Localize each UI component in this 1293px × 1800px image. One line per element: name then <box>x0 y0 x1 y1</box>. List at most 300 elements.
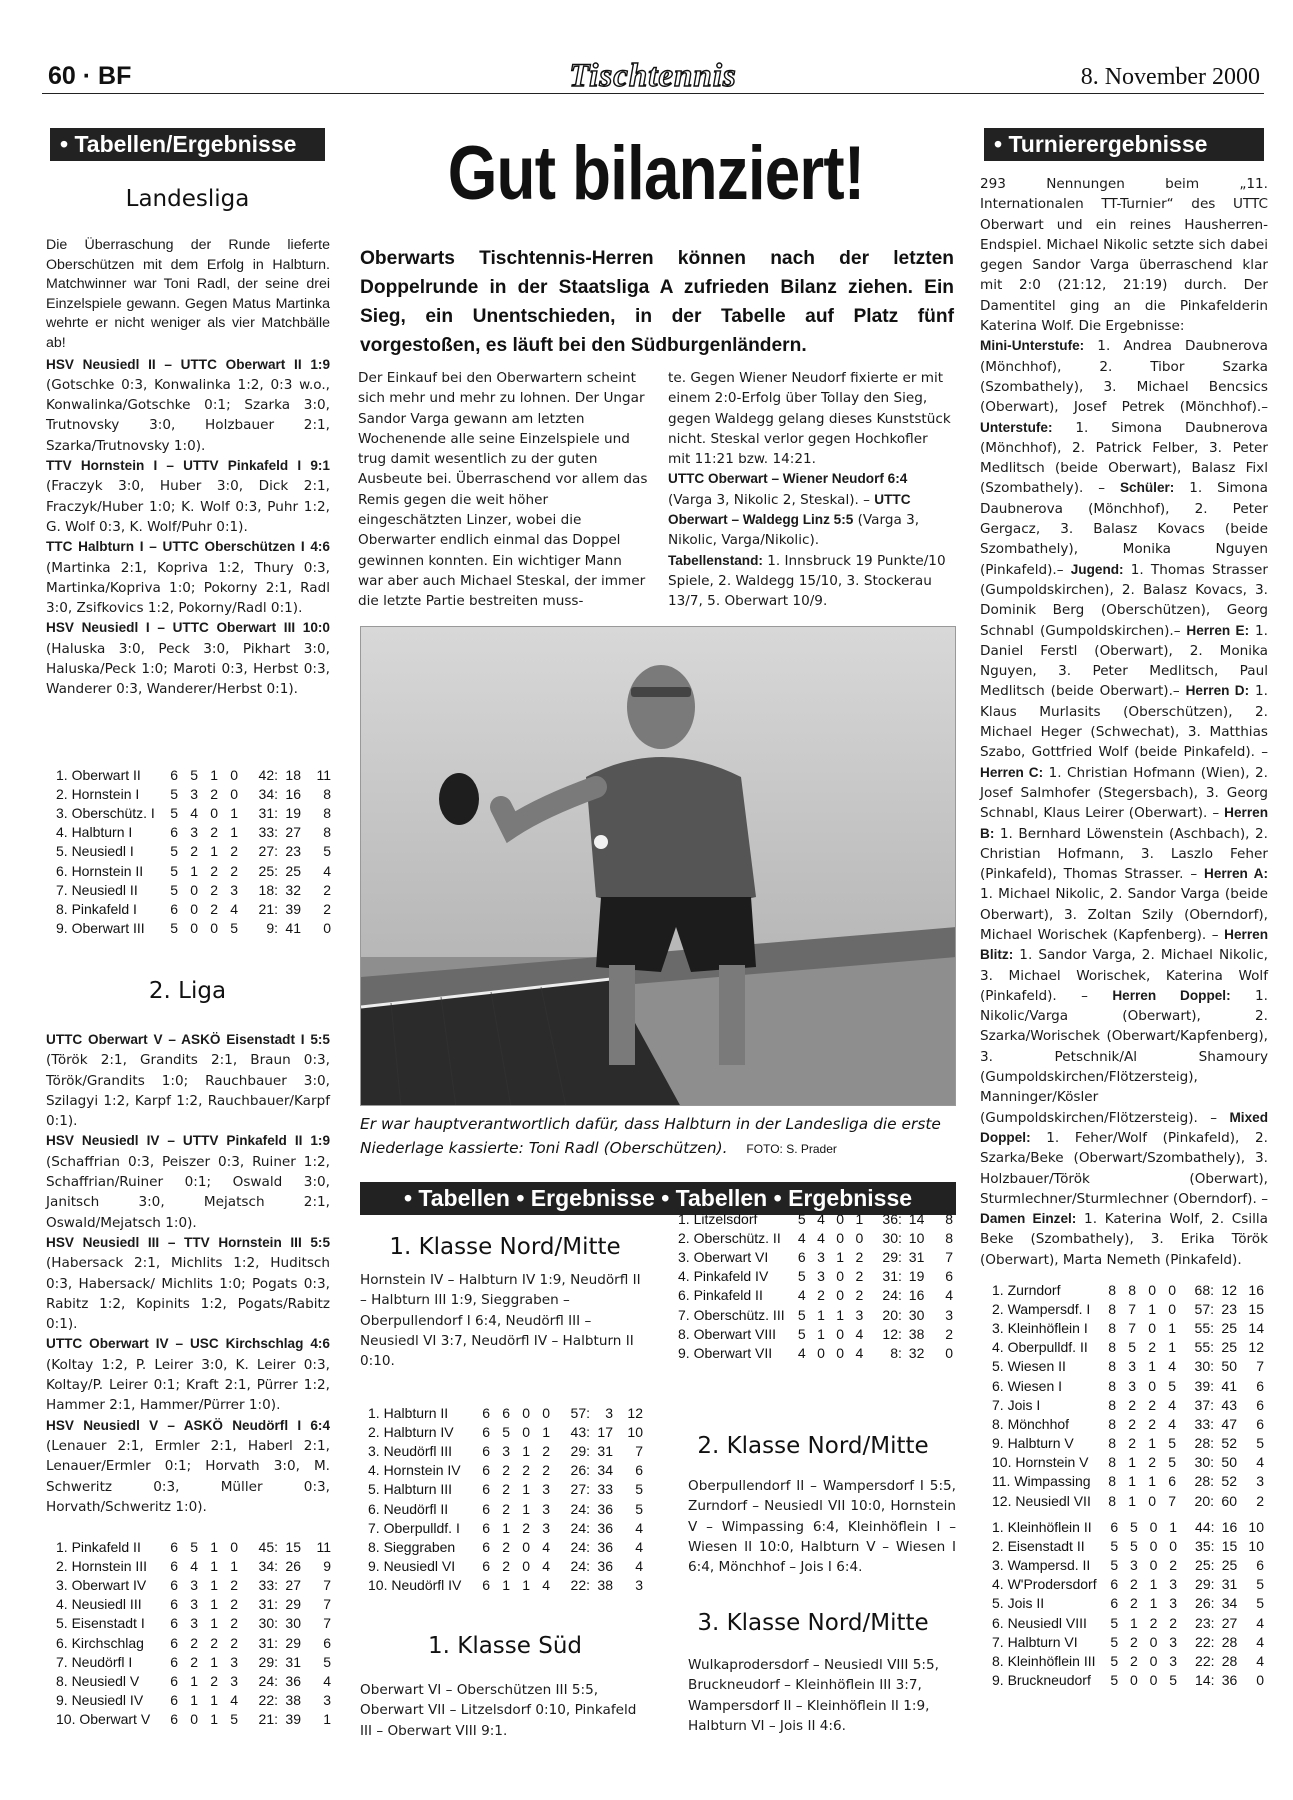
stat-cell: 1 <box>817 1325 825 1342</box>
stat-cell: 2 <box>230 843 238 860</box>
standings-row <box>368 1403 643 1422</box>
stat-cell: 3 <box>542 1481 550 1498</box>
stat-cell: 4 <box>797 1287 806 1304</box>
issue-date: 8. November 2000 <box>1080 64 1260 90</box>
stat-cell: 5 <box>1110 1672 1119 1689</box>
match-result: HSV Neusiedl V – ASKÖ Neudörfl I 6:4 (Lenauer 2:1, Ermler 2:1, Haberl 2:1, Lenauer/Ermler 0:1; Horvath 3:0, M. Schweritz 0:3, Müller 0:3, Horvath/Schweritz 1:0). <box>46 1417 330 1515</box>
stat-cell: 28: <box>1194 1435 1214 1452</box>
stat-cell: 2 <box>190 1653 198 1670</box>
stat-cell: 8 <box>1108 1473 1116 1490</box>
stat-cell: 6 <box>502 1404 510 1421</box>
stat-cell: 3 <box>1130 1556 1138 1573</box>
standings-row <box>992 1434 1264 1453</box>
stat-cell: 20: <box>1194 1492 1214 1509</box>
stat-cell: 0 <box>836 1210 845 1227</box>
landesliga-table <box>56 765 331 938</box>
stat-cell: 32 <box>908 1344 925 1361</box>
team-cell: 3. Kleinhöflein I <box>992 1319 1088 1336</box>
stat-cell: 55: <box>1194 1319 1214 1336</box>
stat-cell: 3 <box>1169 1576 1178 1593</box>
stat-cell: 7 <box>1128 1319 1136 1336</box>
stat-cell: 22: <box>1195 1633 1215 1650</box>
match-result: UTTC Oberwart IV – USC Kirchschlag 4:6 (Koltay 1:2, P. Leirer 3:0, K. Leirer 0:3, Koltay/P. Leirer 0:1; Kraft 2:1, Pürrer 1:2, Hammer 2:1, Hammer/Pürrer 1:0). <box>46 1336 330 1414</box>
stat-cell: 2 <box>502 1558 510 1575</box>
stat-cell: 8 <box>1108 1300 1116 1317</box>
stat-cell: 2 <box>1148 1396 1156 1413</box>
stat-cell: 5 <box>1130 1537 1138 1554</box>
stat-cell: 27 <box>285 824 301 841</box>
stat-cell: 29: <box>258 1653 278 1670</box>
stat-cell: 4 <box>1256 1454 1264 1471</box>
stat-cell: 29: <box>570 1442 590 1459</box>
stat-cell: 0 <box>1148 1281 1156 1298</box>
stat-cell: 26 <box>285 1557 301 1574</box>
stat-cell: 0 <box>230 766 238 783</box>
stat-cell: 12 <box>1248 1339 1264 1356</box>
stat-cell: 30 <box>285 1615 301 1632</box>
category-label: Unterstufe: <box>980 419 1053 435</box>
standings-row <box>678 1267 953 1286</box>
stat-cell: 28 <box>1221 1652 1238 1669</box>
stat-cell: 1 <box>836 1306 845 1323</box>
tournament-intro: 293 Nennungen beim „11. Internationalen TT-Turnier“ des UTTC Oberwart und ein reines Hausherren-Endspiel. Michael Nikolic setzte sich dabei gegen Sandor Varga überraschend klar mit 2:0 (21:12, 21:19) durch. Der Damentitel ging an die Pinkafelderin Katerina Wolf. Die Ergebnisse: <box>980 176 1268 335</box>
stat-cell: 30: <box>258 1615 278 1632</box>
team-cell: 4. Neusiedl III <box>56 1596 142 1613</box>
stat-cell: 3 <box>1256 1473 1264 1490</box>
stat-cell: 2 <box>542 1442 550 1459</box>
standings-row <box>678 1228 953 1247</box>
team-cell: 11. Wimpassing <box>992 1473 1091 1490</box>
stat-cell: 8 <box>1108 1435 1116 1452</box>
section-title: Tischtennis <box>569 58 737 94</box>
stat-cell: 6 <box>482 1423 490 1440</box>
team-cell: 7. Neudörfl I <box>56 1653 133 1670</box>
stat-cell: 5 <box>635 1500 643 1517</box>
stat-cell: 6 <box>170 1576 178 1593</box>
stat-cell: 5 <box>170 804 178 821</box>
stat-cell: 6 <box>170 1692 178 1709</box>
stat-cell: 29: <box>882 1248 902 1265</box>
stat-cell: 6 <box>482 1558 490 1575</box>
stat-cell: 2 <box>323 900 331 917</box>
standings-row <box>56 803 331 822</box>
liga2-table <box>56 1537 331 1729</box>
stat-cell: 0 <box>542 1404 550 1421</box>
stat-cell: 3 <box>190 824 198 841</box>
stat-cell: 4 <box>190 1557 198 1574</box>
stat-cell: 2 <box>210 1672 218 1689</box>
stat-cell: 10 <box>1248 1518 1264 1535</box>
stat-cell: 3 <box>855 1306 864 1323</box>
stat-cell: 1 <box>190 1692 198 1709</box>
stat-cell: 2 <box>1169 1614 1178 1631</box>
stat-cell: 33: <box>258 824 278 841</box>
stat-cell: 6 <box>482 1577 490 1594</box>
stat-cell: 5 <box>1110 1633 1119 1650</box>
stat-cell: 36 <box>285 1672 301 1689</box>
landesliga-column <box>46 236 330 700</box>
standings-row <box>992 1318 1264 1337</box>
team-cell: 9. Oberwart VII <box>678 1344 773 1361</box>
stat-cell: 1 <box>230 804 238 821</box>
stat-cell: 10 <box>1248 1537 1264 1554</box>
stat-cell: 8 <box>945 1210 953 1227</box>
stat-cell: 0 <box>190 881 198 898</box>
stat-cell: 68: <box>1194 1281 1214 1298</box>
category-results: 1. Simona Daubnerova (Mönchhof), 2. Peter Gergacz, 3. Balasz Kovacs (beide Szombathely), Monika Nguyen (Pinkafeld).– <box>980 480 1268 578</box>
stat-cell: 1 <box>323 1711 331 1728</box>
nord3-results: Wulkaprodersdorf – Neusiedl VIII 5:5, Bruckneudorf – Kleinhöflein III 3:7, Wampersdorf II – Kleinhöflein II 1:9, Halbturn VI – Jois II 4:6. <box>688 1657 939 1734</box>
stat-cell: 2 <box>210 881 218 898</box>
stat-cell: 27 <box>1221 1614 1238 1631</box>
stat-cell: 0 <box>1149 1633 1158 1650</box>
stat-cell: 10 <box>908 1229 925 1246</box>
stat-cell: 29 <box>285 1596 301 1613</box>
stat-cell: 5 <box>1168 1435 1176 1452</box>
stat-cell: 8 <box>1108 1454 1116 1471</box>
stat-cell: 22: <box>1195 1652 1215 1669</box>
standings-row <box>992 1472 1264 1491</box>
stat-cell: 2 <box>190 843 198 860</box>
stat-cell: 6 <box>482 1404 490 1421</box>
stat-cell: 3 <box>502 1442 510 1459</box>
article-results: UTTC Oberwart – Wiener Neudorf 6:4 (Varga 3, Nikolic 2, Steskal). – UTTC Oberwart – Waldegg Linz 5:5 (Varga 3, Nikolic, Varga/Nikolic). <box>668 471 920 549</box>
stat-cell: 24: <box>882 1287 902 1304</box>
team-cell: 2. Eisenstadt II <box>992 1537 1085 1554</box>
standings-row <box>992 1671 1264 1690</box>
stat-cell: 0 <box>1149 1518 1158 1535</box>
heading-1-klasse-nord-mitte: 1. Klasse Nord/Mitte <box>389 1234 621 1260</box>
stat-cell: 4 <box>1256 1614 1264 1631</box>
category-label: Mini-Unterstufe: <box>980 338 1085 354</box>
stat-cell: 60 <box>1221 1492 1237 1509</box>
stat-cell: 4 <box>1256 1652 1264 1669</box>
stat-cell: 1 <box>210 766 218 783</box>
stat-cell: 2 <box>1128 1435 1136 1452</box>
stat-cell: 23: <box>1195 1614 1215 1631</box>
stat-cell: 6 <box>1256 1377 1264 1394</box>
stat-cell: 0 <box>836 1344 845 1361</box>
stat-cell: 3 <box>817 1248 825 1265</box>
stat-cell: 50 <box>1221 1358 1237 1375</box>
standings-row <box>992 1517 1264 1536</box>
team-cell: 3. Oberwart VI <box>678 1248 769 1265</box>
standings-row <box>992 1632 1264 1651</box>
stat-cell: 5 <box>230 1711 238 1728</box>
stat-cell: 4 <box>190 804 198 821</box>
team-cell: 4. Hornstein IV <box>368 1462 461 1479</box>
stat-cell: 1 <box>210 1576 218 1593</box>
stat-cell: 12: <box>882 1325 902 1342</box>
stat-cell: 5 <box>170 920 178 937</box>
stat-cell: 8 <box>1108 1319 1116 1336</box>
stat-cell: 5 <box>797 1306 806 1323</box>
stat-cell: 5 <box>190 1538 198 1555</box>
stat-cell: 9 <box>323 1557 331 1574</box>
standings-row <box>56 1691 331 1710</box>
stat-cell: 4 <box>945 1287 953 1304</box>
standings-row <box>56 1652 331 1671</box>
stat-cell: 1 <box>1128 1492 1136 1509</box>
stat-cell: 6 <box>170 1557 178 1574</box>
stat-cell: 3 <box>542 1519 550 1536</box>
team-cell: 2. Hornstein I <box>56 785 140 802</box>
stat-cell: 33: <box>258 1576 278 1593</box>
stat-cell: 36 <box>597 1538 613 1555</box>
stat-cell: 36 <box>597 1500 613 1517</box>
team-cell: 1. Halbturn II <box>368 1404 449 1421</box>
page-header <box>42 58 1264 94</box>
standings-row <box>56 842 331 861</box>
stat-cell: 5 <box>323 843 331 860</box>
stat-cell: 0 <box>1148 1377 1156 1394</box>
stat-cell: 1 <box>190 1672 198 1689</box>
stat-cell: 0 <box>323 920 331 937</box>
stat-cell: 4 <box>797 1344 806 1361</box>
team-cell: 6. Wiesen I <box>992 1377 1063 1394</box>
stat-cell: 6 <box>1256 1556 1264 1573</box>
team-cell: 8. Neusiedl V <box>56 1672 140 1689</box>
stat-cell: 39 <box>285 900 301 917</box>
stat-cell: 1 <box>210 1596 218 1613</box>
stat-cell: 2 <box>1149 1614 1158 1631</box>
category-label: Herren C: <box>980 764 1044 780</box>
stat-cell: 1 <box>836 1248 845 1265</box>
stat-cell: 39 <box>285 1711 301 1728</box>
stat-cell: 36 <box>597 1558 613 1575</box>
stat-cell: 5 <box>1256 1595 1264 1612</box>
stat-cell: 19 <box>908 1268 925 1285</box>
stat-cell: 31 <box>908 1248 925 1265</box>
stat-cell: 1 <box>1128 1454 1136 1471</box>
team-cell: 5. Halbturn III <box>368 1481 453 1498</box>
team-cell: 2. Hornstein III <box>56 1557 148 1574</box>
stat-cell: 17 <box>597 1423 613 1440</box>
stat-cell: 55: <box>1194 1339 1214 1356</box>
article-lead: Oberwarts Tischtennis-Herren können nach der letzten Doppelrunde in der Staatsliga A zufrieden Bilanz ziehen. Ein Sieg, ein Unentschieden, in der Tabelle auf Platz fünf vorgestoßen, es läuft bei den Südburgenländern. <box>360 248 954 356</box>
stat-cell: 29 <box>285 1634 301 1651</box>
category-results: 1. Katerina Wolf, 2. Csilla Beke (Szombathely), 3. Erika Török (Oberwart), Marta Nemeth (Pinkafeld). <box>980 1211 1268 1268</box>
team-cell: 1. Kleinhöflein II <box>992 1518 1092 1535</box>
stat-cell: 3 <box>190 785 198 802</box>
stat-cell: 14 <box>1248 1319 1264 1336</box>
stat-cell: 6 <box>945 1268 953 1285</box>
stat-cell: 0 <box>522 1538 530 1555</box>
team-cell: 8. Sieggraben <box>368 1538 456 1555</box>
stat-cell: 1 <box>230 824 238 841</box>
stat-cell: 5 <box>1110 1652 1119 1669</box>
stat-cell: 6 <box>482 1519 490 1536</box>
stat-cell: 1 <box>230 1557 238 1574</box>
stat-cell: 1 <box>502 1519 510 1536</box>
team-cell: 2. Halbturn IV <box>368 1423 454 1440</box>
stat-cell: 4 <box>797 1229 806 1246</box>
stat-cell: 32 <box>285 881 301 898</box>
stat-cell: 26: <box>1195 1595 1215 1612</box>
team-cell: 4. Pinkafeld IV <box>678 1268 769 1285</box>
standings-row <box>678 1343 953 1362</box>
stat-cell: 4 <box>1256 1633 1264 1650</box>
section-bar-turnier: • Turnierergebnisse <box>984 128 1264 161</box>
category-results: 1. Simona Daubnerova (Mönchhof), 2. Patrick Felber, 3. Peter Medlitsch (beide Oberwart), Balasz Fixl (Szombathely). – <box>980 419 1268 497</box>
stat-cell: 6 <box>170 824 178 841</box>
stat-cell: 2 <box>1128 1396 1136 1413</box>
stat-cell: 4 <box>1168 1415 1176 1432</box>
team-cell: 8. Kleinhöflein III <box>992 1652 1096 1669</box>
stat-cell: 5 <box>170 862 178 879</box>
stat-cell: 15 <box>285 1538 301 1555</box>
standings-row <box>368 1461 643 1480</box>
standings-row <box>368 1480 643 1499</box>
stat-cell: 1 <box>502 1577 510 1594</box>
match-result: HSV Neusiedl I – UTTC Oberwart III 10:0 (Haluska 3:0, Peck 3:0, Pikhart 3:0, Haluska/Peck 1:0; Maroti 0:3, Herbst 0:3, Wanderer 0:3, Wanderer/Herbst 0:1). <box>46 620 330 698</box>
stat-cell: 4 <box>855 1325 864 1342</box>
stat-cell: 2 <box>542 1462 550 1479</box>
stat-cell: 0 <box>836 1287 845 1304</box>
stat-cell: 5 <box>635 1481 643 1498</box>
stat-cell: 24: <box>570 1500 590 1517</box>
stat-cell: 2 <box>230 1596 238 1613</box>
stat-cell: 6 <box>1110 1595 1119 1612</box>
stat-cell: 1 <box>1169 1518 1178 1535</box>
standings-row <box>992 1491 1264 1510</box>
tournament-results <box>980 336 1268 1270</box>
category-label: Schüler: <box>1119 480 1175 496</box>
stat-cell: 36 <box>1221 1672 1238 1689</box>
team-cell: 6. Neusiedl VIII <box>992 1614 1087 1631</box>
stat-cell: 1 <box>210 843 218 860</box>
standings-row <box>992 1555 1264 1574</box>
stat-cell: 6 <box>170 1538 178 1555</box>
stat-cell: 3 <box>1169 1633 1178 1650</box>
stat-cell: 5 <box>1256 1576 1264 1593</box>
stat-cell: 5 <box>1128 1339 1136 1356</box>
team-cell: 2. Oberschütz. II <box>678 1229 781 1246</box>
stat-cell: 6 <box>170 1634 178 1651</box>
stat-cell: 4 <box>323 862 331 879</box>
landesliga-intro: Die Überraschung der Runde lieferte Oberschützen mit dem Erfolg in Halbturn. Matchwinner war Toni Radl, der seine drei Einzelspiele gewann. Gegen Matus Martinka wehrte er nicht weniger als vier Matchbälle ab! <box>46 237 330 351</box>
stat-cell: 6 <box>170 900 178 917</box>
stat-cell: 11 <box>316 766 331 783</box>
stat-cell: 4 <box>635 1519 643 1536</box>
stat-cell: 16 <box>1248 1281 1264 1298</box>
stat-cell: 5 <box>1110 1537 1119 1554</box>
stat-cell: 0 <box>836 1229 845 1246</box>
stat-cell: 4 <box>817 1210 825 1227</box>
page-number: 60 · BF <box>48 62 132 90</box>
stat-cell: 34 <box>597 1462 613 1479</box>
stat-cell: 1 <box>855 1210 864 1227</box>
heading-2-klasse-nord-mitte: 2. Klasse Nord/Mitte <box>697 1433 929 1459</box>
team-cell: 9. Neusiedl VI <box>368 1558 456 1575</box>
stat-cell: 1 <box>1148 1435 1156 1452</box>
stat-cell: 25: <box>258 862 278 879</box>
stat-cell: 9: <box>266 920 278 937</box>
stat-cell: 4 <box>323 1672 331 1689</box>
stat-cell: 7 <box>1256 1358 1264 1375</box>
stat-cell: 0 <box>522 1558 530 1575</box>
stat-cell: 6 <box>482 1500 490 1517</box>
standings-row <box>56 1537 331 1556</box>
stat-cell: 3 <box>323 1692 331 1709</box>
stat-cell: 1 <box>1148 1300 1156 1317</box>
category-results: 1. Bernhard Löwenstein (Aschbach), 2. Christian Hofmann, 3. Laszlo Feher (Pinkafeld), Thomas Strasser. – <box>980 825 1268 883</box>
stat-cell: 2 <box>1148 1415 1156 1432</box>
team-cell: 10. Hornstein V <box>992 1454 1089 1471</box>
stat-cell: 3 <box>230 1653 238 1670</box>
stat-cell: 0 <box>836 1325 845 1342</box>
stat-cell: 3 <box>635 1577 643 1594</box>
stat-cell: 41 <box>285 920 301 937</box>
stat-cell: 1 <box>210 1692 218 1709</box>
category-results: 1. Nikolic/Varga (Oberwart), 2. Szarka/Worischek (Oberwart/Kapfenberg), 3. Petschnik/Al Shamoury (Gumpoldskirchen/Flötzersteig), Manninger/Kösler (Gumpoldskirchen/Flötzersteig). – <box>980 987 1268 1126</box>
stat-cell: 18 <box>285 766 301 783</box>
stat-cell: 35: <box>1195 1537 1215 1554</box>
standings-row <box>992 1453 1264 1472</box>
team-cell: 5. Jois II <box>992 1595 1045 1612</box>
stat-cell: 6 <box>323 1634 331 1651</box>
stat-cell: 21: <box>258 1711 278 1728</box>
standings-row <box>56 919 331 938</box>
stat-cell: 5 <box>1168 1377 1176 1394</box>
stat-cell: 1 <box>1168 1319 1176 1336</box>
team-cell: 10. Oberwart V <box>56 1711 151 1728</box>
stat-cell: 6 <box>1110 1576 1119 1593</box>
stat-cell: 3 <box>1128 1358 1136 1375</box>
stat-cell: 0 <box>945 1344 953 1361</box>
team-cell: 1. Oberwart II <box>56 766 141 783</box>
stat-cell: 2 <box>945 1325 953 1342</box>
team-cell: 1. Zurndorf <box>992 1281 1061 1298</box>
stat-cell: 29: <box>1195 1576 1215 1593</box>
stat-cell: 6 <box>482 1442 490 1459</box>
stat-cell: 8 <box>1108 1281 1116 1298</box>
stat-cell: 1 <box>210 1711 218 1728</box>
stat-cell: 8 <box>945 1229 953 1246</box>
stat-cell: 4 <box>635 1538 643 1555</box>
stat-cell: 2 <box>1256 1492 1264 1509</box>
standings-row <box>56 861 331 880</box>
stat-cell: 39: <box>1194 1377 1214 1394</box>
nord2-results: Oberpullendorf II – Wampersdorf I 5:5, Zurndorf – Neusiedl VII 10:0, Hornstein V – Wimpassing 6:4, Kleinhöflein I – Wiesen II 10:0, Halbturn V – Wiesen I 6:4, Mönchhof – Jois I 6:4. <box>688 1478 956 1576</box>
team-cell: 6. Neudörfl II <box>368 1500 449 1517</box>
stat-cell: 3 <box>190 1615 198 1632</box>
team-cell: 5. Eisenstadt I <box>56 1615 145 1632</box>
stat-cell: 2 <box>502 1500 510 1517</box>
stat-cell: 7 <box>323 1615 331 1632</box>
stat-cell: 57: <box>1194 1300 1214 1317</box>
stat-cell: 2 <box>210 1634 218 1651</box>
stat-cell: 14: <box>1195 1672 1215 1689</box>
stat-cell: 0 <box>1168 1281 1176 1298</box>
stat-cell: 36: <box>882 1210 902 1227</box>
stat-cell: 6 <box>170 1711 178 1728</box>
category-label: Herren Doppel: <box>1112 987 1231 1003</box>
team-cell: 4. W'Prodersdorf <box>992 1576 1097 1593</box>
standings-row <box>56 1710 331 1729</box>
section-bar-results: • Tabellen • Ergebnisse • Tabellen • Ergebnisse <box>360 1182 956 1215</box>
stat-cell: 5 <box>170 881 178 898</box>
stat-cell: 50 <box>1221 1454 1237 1471</box>
stat-cell: 5 <box>1110 1556 1119 1573</box>
stat-cell: 6 <box>1168 1473 1176 1490</box>
stat-cell: 5 <box>1110 1614 1119 1631</box>
heading-2-liga: 2. Liga <box>148 978 227 1004</box>
nord1-results: Hornstein IV – Halbturn IV 1:9, Neudörfl II – Halbturn III 1:9, Sieggraben – Oberpullendorf I 6:4, Neudörfl III – Neusiedl VI 3:7, Neudörfl IV – Halbturn II 0:10. <box>360 1272 641 1370</box>
stat-cell: 2 <box>230 1576 238 1593</box>
team-cell: 7. Neusiedl II <box>56 881 138 898</box>
article-col-2 <box>668 368 954 612</box>
